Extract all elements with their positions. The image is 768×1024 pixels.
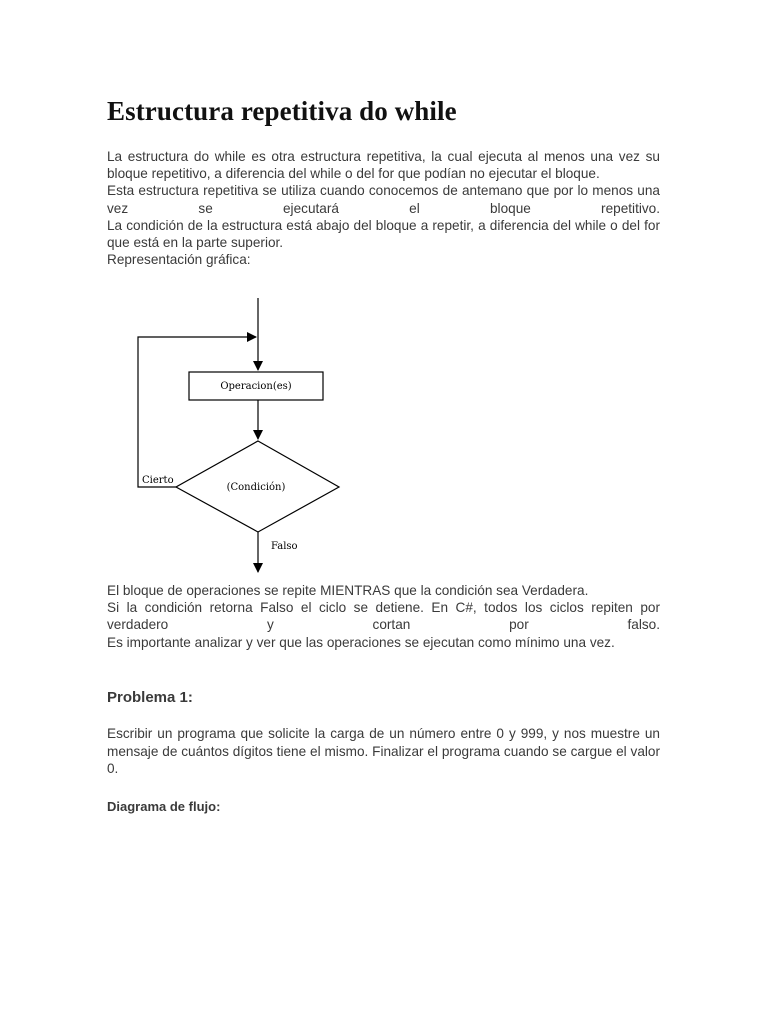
do-while-flowchart: [130, 296, 350, 576]
intro-paragraph-1: La estructura do while es otra estructura repetitiva, la cual ejecuta al menos una vez su bloque repetitivo, a diferencia del while o del for que podían no ejecutar el bloque.: [107, 149, 660, 182]
intro-paragraph-2: Esta estructura repetitiva se utiliza cuando conocemos de antemano que por lo menos una vez se ejecutará el bloque repetitivo.: [107, 183, 660, 216]
intro-paragraph-4: Representación gráfica:: [107, 252, 251, 268]
diagram-heading: Diagrama de flujo:: [107, 799, 221, 814]
page-title: Estructura repetitiva do while: [107, 96, 457, 126]
problem-section: [107, 725, 660, 778]
explanation-paragraph-2: Si la condición retorna Falso el ciclo se detiene. En C#, todos los ciclos repiten por verdadero y cortan por falso.: [107, 600, 660, 633]
intro-section: [107, 148, 660, 268]
true-label: Cierto: [142, 475, 174, 486]
problem-text: Escribir un programa que solicite la carga de un número entre 0 y 999, y nos muestre un mensaje de cuántos dígitos tiene el mismo. Finalizar el programa cuando se cargue el valor 0.: [107, 726, 660, 777]
explanation-section: [107, 582, 660, 651]
explanation-paragraph-1: El bloque de operaciones se repite MIENTRAS que la condición sea Verdadera.: [107, 583, 589, 598]
problem-heading: Problema 1:: [107, 689, 193, 706]
operation-label: Operacion(es): [220, 381, 292, 392]
explanation-paragraph-3: Es importante analizar y ver que las operaciones se ejecutan como mínimo una vez.: [107, 634, 615, 650]
condition-label: (Condición): [226, 482, 286, 493]
false-label: Falso: [271, 541, 298, 552]
intro-paragraph-3: La condición de la estructura está abajo del bloque a repetir, a diferencia del while o del for que está en la parte superior.: [107, 217, 660, 251]
